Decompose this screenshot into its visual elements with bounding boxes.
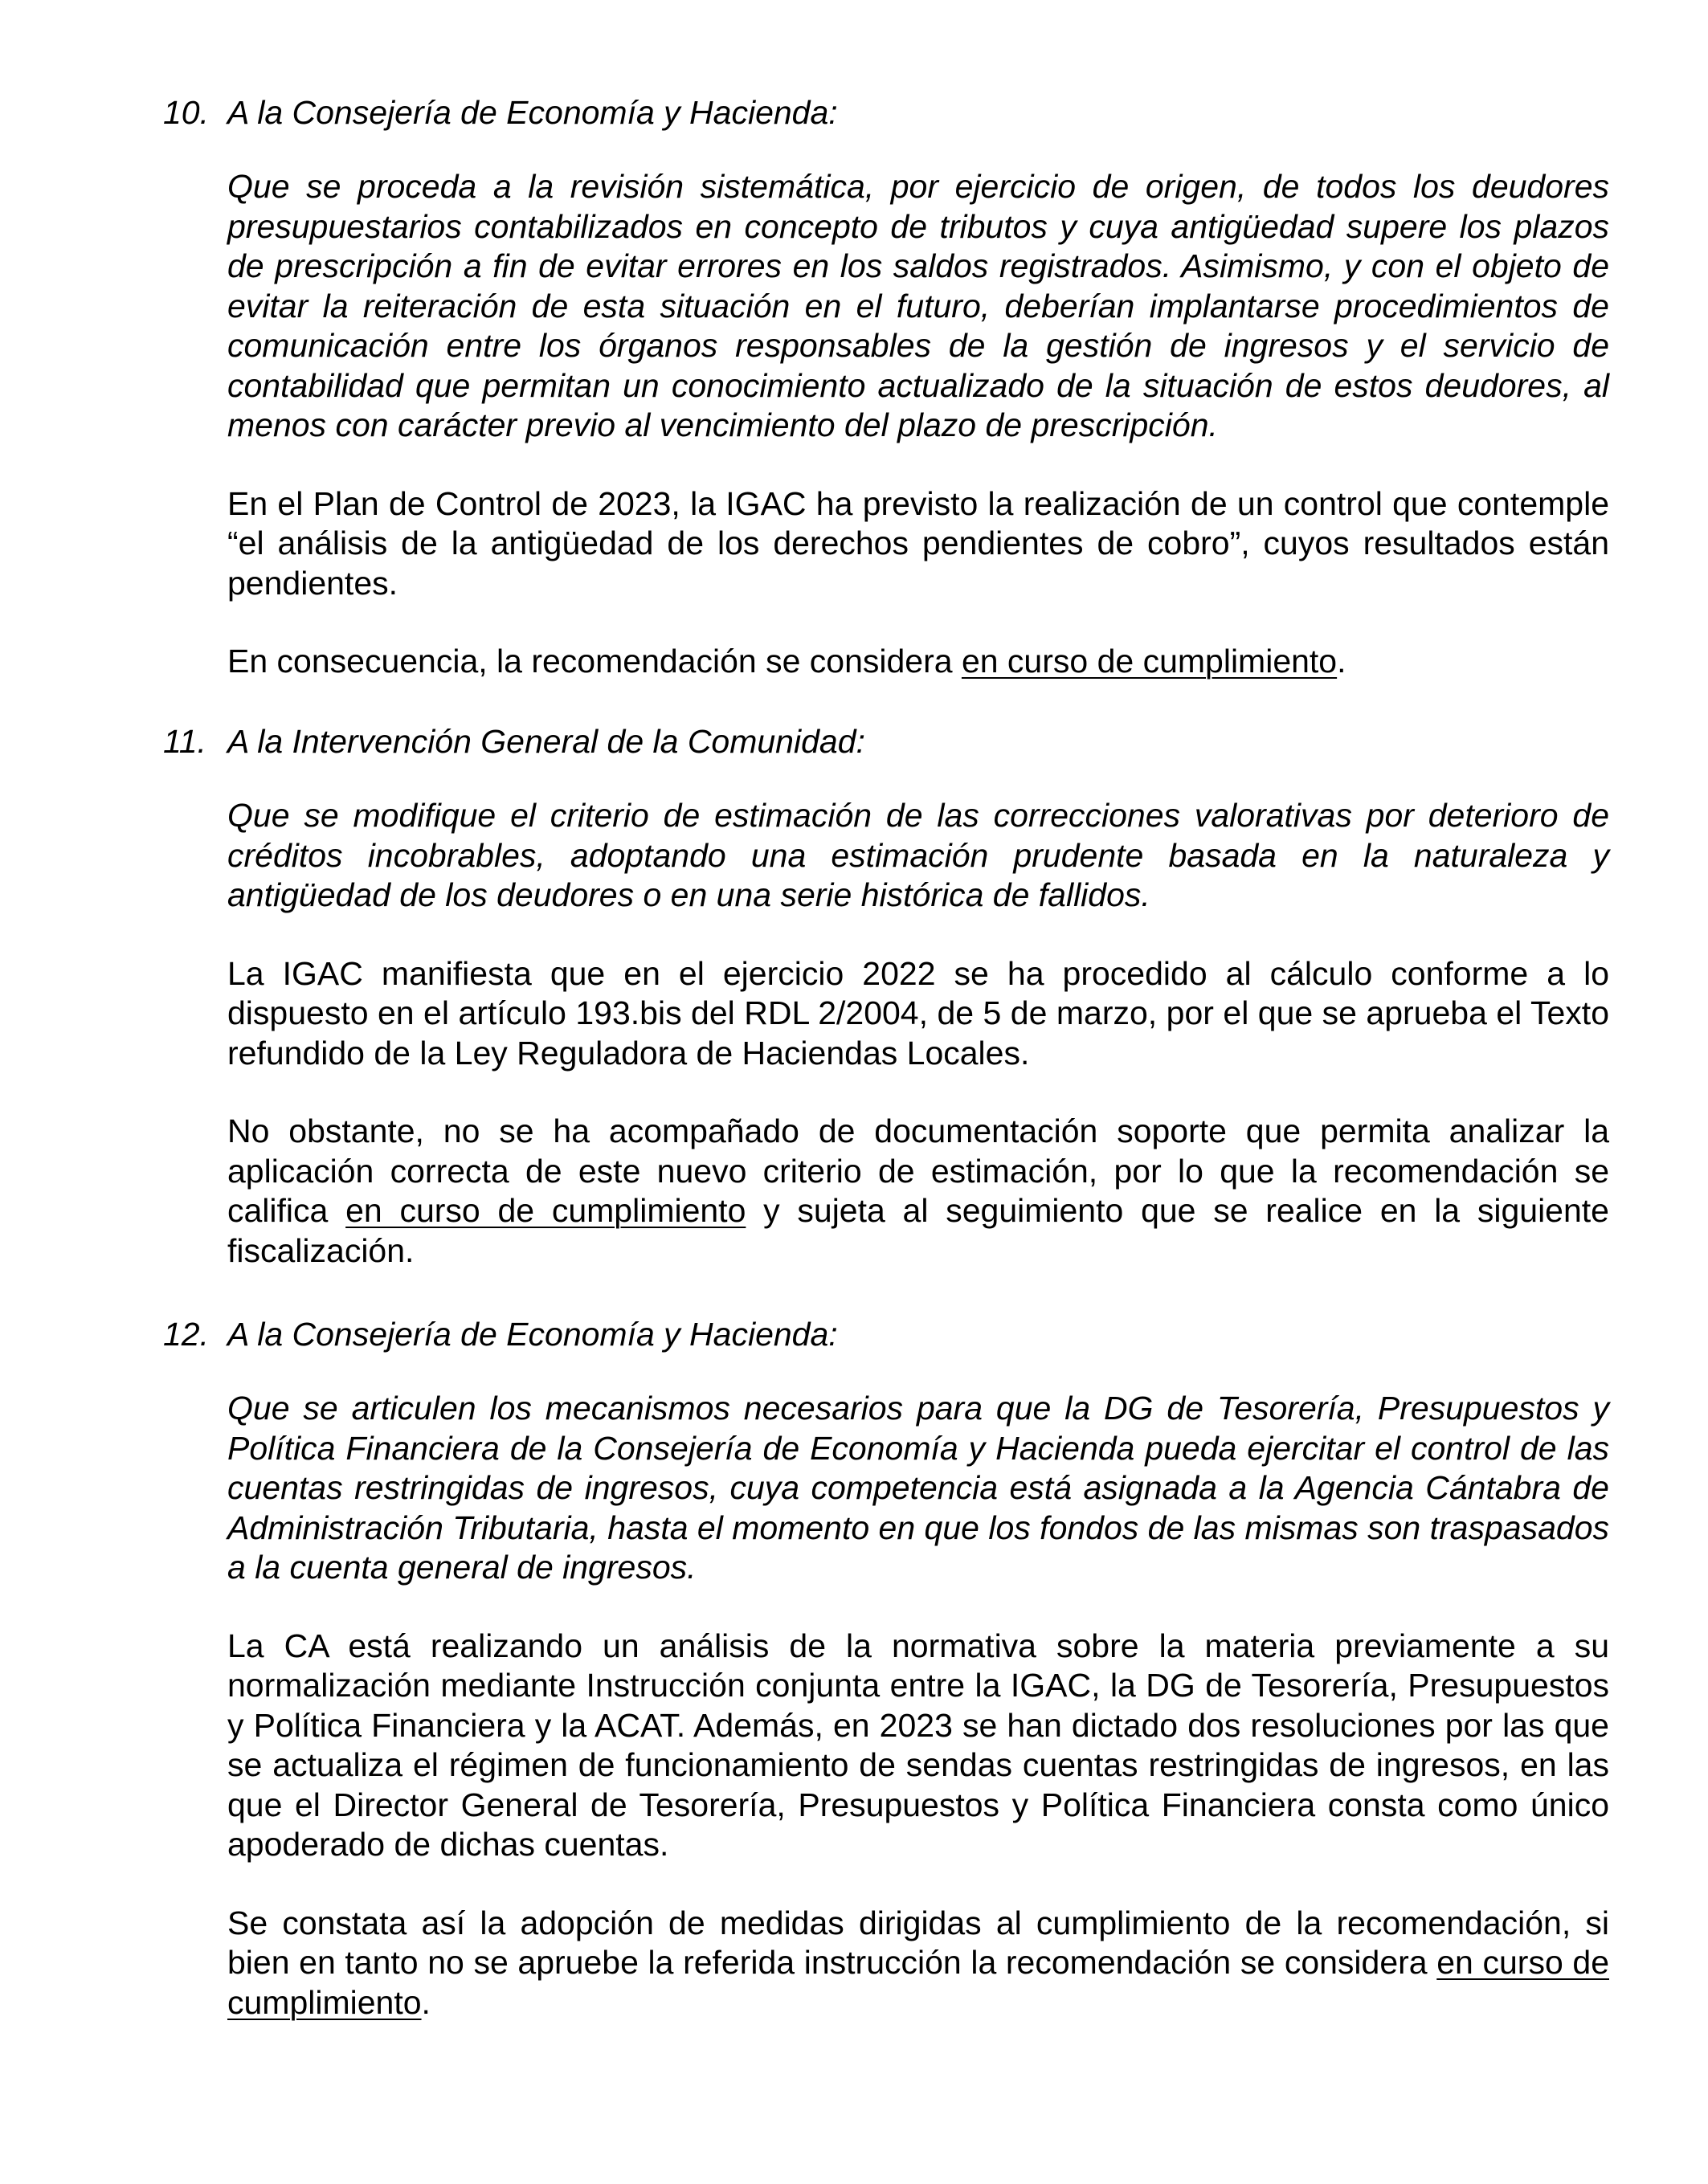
conclusion-end: . [1337,643,1346,680]
recommendation-text: Que se articulen los mecanismos necesarios para que la DG de Tesorería, Presupuestos y Política Financiera de la Consejería de Economía y Hacienda pueda ejercitar el control de las cuentas restringidas de ingresos, cuya competencia está asignada a la Agencia Cántabra de Administración Tributaria, hasta el momento en que los fondos de las mismas son traspasados a la cuenta general de ingresos. [227,1390,1609,1586]
conclusion-text: En consecuencia, la recomendación se considera [227,643,962,680]
conclusion-paragraph [227,1904,1609,2023]
follow-up-paragraph: La IGAC manifiesta que en el ejercicio 2022 se ha procedido al cálculo conforme a lo dispuesto en el artículo 193.bis del RDL 2/2004, de 5 de marzo, por el que se aprueba el Texto refundido de la Ley Reguladora de Haciendas Locales. [227,954,1609,1072]
recommendation-title: A la Consejería de Economía y Hacienda: [227,94,838,131]
recommendation-number: 10. [163,94,209,131]
recommendation-text: Que se modifique el criterio de estimación de las correcciones valorativas por deterioro de créditos incobrables, adoptando una estimación prudente basada en la naturaleza y antigüedad de los deudores o en una serie histórica de fallidos. [227,797,1609,913]
recommendation-title: A la Consejería de Economía y Hacienda: [227,1316,838,1353]
recommendation-12 [163,1314,1609,2023]
conclusion-text: No obstante, no se ha acompañado de documentación soporte que permita analizar la aplicación correcta de este nuevo criterio de estimación, por lo que la recomendación se califica [227,1112,1609,1229]
conclusion-paragraph [227,642,1609,682]
recommendation-title: A la Intervención General de la Comunidad: [227,723,865,760]
follow-up-paragraph: La CA está realizando un análisis de la normativa sobre la materia previamente a su normalización mediante Instrucción conjunta entre la IGAC, la DG de Tesorería, Presupuestos y Política Financiera y la ACAT. Además, en 2023 se han dictado dos resoluciones por las que se actualiza el régimen de funcionamiento de sendas cuentas restringidas de ingresos, en las que el Director General de Tesorería, Presupuestos y Política Financiera consta como único apoderado de dichas cuentas. [227,1627,1609,1863]
status-label: en curso de cumplimiento [961,643,1338,680]
status-label: en curso de cumplimiento [345,1192,746,1229]
conclusion-paragraph [227,1112,1609,1271]
conclusion-end: y sujeta al seguimiento que se realice en la siguiente fiscalización. [227,1192,1609,1269]
recommendation-10 [163,92,1609,682]
recommendation-11 [163,721,1609,1271]
recommendation-number: 11. [163,723,206,760]
recommendation-heading [163,721,1609,761]
recommendation-number: 12. [163,1316,209,1353]
recommendation-heading [163,92,1609,133]
recommendation-text: Que se proceda a la revisión sistemática, por ejercicio de origen, de todos los deudores presupuestarios contabilizados en concepto de tributos y cuya antigüedad supere los plazos de prescripción a fin de evitar errores en los saldos registrados. Asimismo, y con el objeto de evitar la reiteración de esta situación en el futuro, deberían implantarse procedimientos de comunicación entre los órganos responsables de la gestión de ingresos y el servicio de contabilidad que permitan un conocimiento actualizado de la situación de estos deudores, al menos con carácter previo al vencimiento del plazo de prescripción. [227,168,1609,443]
recommendation-heading [163,1314,1609,1354]
follow-up-paragraph: En el Plan de Control de 2023, la IGAC ha previsto la realización de un control que contemple “el análisis de la antigüedad de los derechos pendientes de cobro”, cuyos resultados están pendientes. [227,484,1609,602]
status-label: en curso de cumplimiento [227,1944,1609,2021]
conclusion-text: Se constata así la adopción de medidas dirigidas al cumplimiento de la recomendación, si bien en tanto no se apruebe la referida instrucción la recomendación se considera [227,1904,1609,1981]
conclusion-end: . [421,1983,431,2021]
